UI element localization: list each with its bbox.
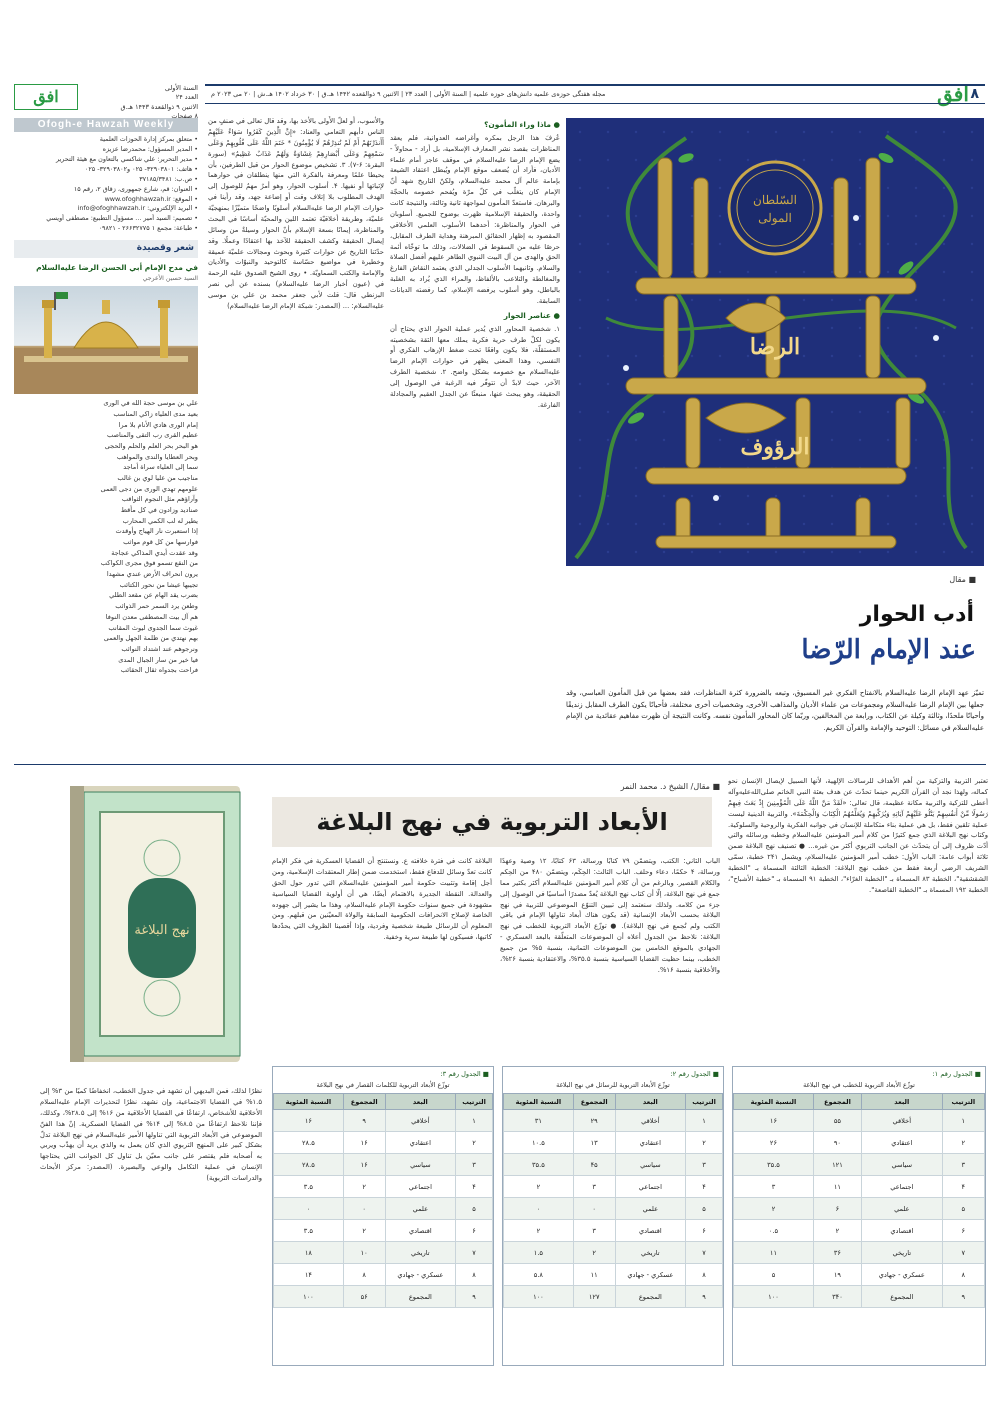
bottom-column-d bbox=[40, 1086, 262, 1386]
staff-line: • المدير المسؤول: محمدرضا عزيزه bbox=[102, 144, 198, 153]
staff-line: • طباعة: مجمع ۱ ۲۶۶۳۲۷۷۵ - ۰۹۸۲۱ bbox=[98, 224, 198, 233]
data-table bbox=[503, 1093, 723, 1308]
table-row bbox=[274, 1242, 493, 1264]
bottom-column-a bbox=[728, 776, 988, 1062]
table-header-cell: البعد bbox=[861, 1094, 942, 1110]
table-cell: ۲ bbox=[686, 1132, 723, 1154]
table-row bbox=[504, 1176, 723, 1198]
table-cell: ۳ bbox=[573, 1220, 615, 1242]
poem-line: هم آل بيت المصطفى معدن النوفا bbox=[105, 612, 198, 621]
table-cell: ۳ bbox=[456, 1154, 493, 1176]
table-cell: اعتقادي bbox=[615, 1132, 685, 1154]
table-header-cell: الترتيب bbox=[686, 1094, 723, 1110]
table-row bbox=[504, 1286, 723, 1308]
table-cell: اعتقادي bbox=[861, 1132, 942, 1154]
table-cell: ۱۶ bbox=[343, 1132, 385, 1154]
issue-info bbox=[121, 84, 198, 122]
table-cell: اعتقادي bbox=[385, 1132, 455, 1154]
poem-line: فوارسها من كل قوم مواثب bbox=[123, 538, 198, 547]
column-1-subheading: ● عناصر الحوار bbox=[503, 310, 560, 320]
table-cell: ۳۱ bbox=[504, 1110, 574, 1132]
table-cell: ۶ bbox=[686, 1220, 723, 1242]
table-row bbox=[734, 1154, 985, 1176]
table-cell: ۲۹ bbox=[573, 1110, 615, 1132]
table-row bbox=[504, 1264, 723, 1286]
table-cell: ۱ bbox=[942, 1110, 984, 1132]
table-cell: ۱۲۷ bbox=[573, 1286, 615, 1308]
table-cell: ۵ bbox=[686, 1198, 723, 1220]
table-row bbox=[504, 1132, 723, 1154]
masthead-logo: افق bbox=[937, 82, 969, 106]
table-row bbox=[734, 1132, 985, 1154]
top-article-kicker: ■ مقال bbox=[949, 575, 976, 584]
table-cell: ۳۵.۵ bbox=[504, 1154, 574, 1176]
staff-line: • تصميم: السيد أمير ... مسؤول التطبيع: مصطفى أويسي bbox=[46, 214, 198, 223]
table-row bbox=[734, 1286, 985, 1308]
poem-line: إذا استعبرت نار الهياج وأوقدت bbox=[115, 527, 198, 536]
column-1-text: عُرفَ هذا الرجل بمكره وأغراضه العدوانية، فلم يعقد المناظرات بقصد نشر المعارف الإسلامية، بل أراد - محاولاً - يضع الإمام الرضا عليه‌السلام في موقف عاجز أمام علماء الأديان، فأراد أن يُضعف موقع الإمام ويُبطل اعتقاد الشيعة بإمامة عالم آل محمد عليه‌السلام، ولكنّ التاريخ شهد أنّ الإمام كان يتغلّب في كلّ مرّة ويُفحم خصومه بالحجّة والبرهان. فاستعدّ المأمون لمواجهة ثانية وثالثة، والنتيجة كانت واحدة، والحقيقة الإسلامية ظهرت بوضوح للجميع. أسلوبان في الحوار والمناظرة: أحدهما الأسلوب العلمي الأخلاقي المقصود به إظهار الحقائق المبرهنة وهداية الطرف المقابل، حرصًا عليه من السقوط في الضلالات، وذلك ما توخّاه أئمة الحق والهدى من آل البيت النبوي الطاهر عليهم أفضل الصلاة والسلام. وثانيهما الأسلوب الجدلي الذي يعتمد النقاش الفارغ والمغالطة والتلاعب بالألفاظ، والمراء الذي يُراد به الغلبة بالباطل، وهو أسلوب يرفضه الإسلام، كما رفضته الديانات السابقة. bbox=[390, 133, 560, 305]
art-word-1: السّلطان bbox=[753, 193, 797, 207]
table-row bbox=[734, 1264, 985, 1286]
table-1 bbox=[732, 1066, 986, 1366]
table-cell: اقتصادي bbox=[861, 1220, 942, 1242]
table-cell: اجتماعي bbox=[861, 1176, 942, 1198]
table-cell: ۲۸.۵ bbox=[274, 1154, 344, 1176]
poem-line: عظيم القرى رب التقى والمناصب bbox=[106, 431, 198, 440]
table-cell: عسكري - جهادي bbox=[615, 1264, 685, 1286]
poem-section-heading: شعر وقصيدة bbox=[14, 240, 198, 258]
table-cell: ۶ bbox=[456, 1220, 493, 1242]
table-row bbox=[734, 1242, 985, 1264]
table-cell: ۳ bbox=[573, 1176, 615, 1198]
calligraphy-artwork bbox=[566, 118, 984, 566]
table-cell: ۱۶ bbox=[343, 1154, 385, 1176]
art-word-3: الرضا bbox=[749, 334, 801, 360]
table-cell: ۳ bbox=[942, 1154, 984, 1176]
table-cell: أخلاقي bbox=[615, 1110, 685, 1132]
poem-line: بعيد مدى العلياء زاكي المناسب bbox=[113, 410, 198, 419]
table-cell: ۷ bbox=[686, 1242, 723, 1264]
table-cell: تاريخي bbox=[615, 1242, 685, 1264]
art-word-4: الرؤوف bbox=[740, 434, 810, 460]
poem-line: هو البحر بحر العلم والحلم والحجى bbox=[104, 442, 198, 451]
table-header-cell: النسبة المئوية bbox=[504, 1094, 574, 1110]
table-cell: ۱۱ bbox=[734, 1242, 814, 1264]
table-subtitle: توزّع الأبعاد التربوية للرسائل في نهج البلاغة bbox=[556, 1081, 670, 1090]
table-cell: ۳ bbox=[734, 1176, 814, 1198]
issue-date: الاثنين ۹ ذوالقعدة ۱۴۴۳ هـ.ق bbox=[120, 102, 198, 111]
table-cell: المجموع bbox=[385, 1286, 455, 1308]
table-cell: ۲۸.۵ bbox=[274, 1132, 344, 1154]
staff-list bbox=[14, 135, 198, 234]
poem-line: وطعن يرد السمر حمر الذوائب bbox=[115, 602, 198, 611]
poem-line: وقد عقدت أيدي المذاكي عجاجة bbox=[111, 548, 198, 557]
table-cell: أخلاقي bbox=[385, 1110, 455, 1132]
calligraphy-svg bbox=[566, 118, 984, 566]
table-row bbox=[274, 1154, 493, 1176]
poem-line: وآراؤهم مثل النجوم الثواقب bbox=[121, 495, 198, 504]
table-cell: ۱۰.۵ bbox=[504, 1132, 574, 1154]
poem-line: مناجيب من عليا لوي بن غالب bbox=[117, 474, 198, 483]
table-cell: ۳۵.۵ bbox=[734, 1154, 814, 1176]
table-cell: ۱۶ bbox=[734, 1110, 814, 1132]
art-word-2: المولى bbox=[758, 211, 792, 225]
table-cell: ۶ bbox=[813, 1198, 861, 1220]
table-cell: ۹ bbox=[686, 1286, 723, 1308]
page-number: ۸ bbox=[970, 85, 979, 102]
issue-year: السنة الأولی bbox=[164, 84, 198, 92]
table-cell: ۱۹ bbox=[813, 1264, 861, 1286]
table-cell: ۹ bbox=[942, 1286, 984, 1308]
book-cover-image bbox=[40, 778, 258, 1078]
table-cell: ۲ bbox=[343, 1220, 385, 1242]
table-cell: ۱ bbox=[456, 1110, 493, 1132]
table-header-cell: المجموع bbox=[573, 1094, 615, 1110]
table-cell: ۴ bbox=[456, 1176, 493, 1198]
table-row bbox=[274, 1286, 493, 1308]
poem-line: وبحر العطايا والندى والمواهب bbox=[116, 452, 198, 461]
table-cell: أخلاقي bbox=[861, 1110, 942, 1132]
table-cell: ۲۶ bbox=[734, 1132, 814, 1154]
table-cell: اقتصادي bbox=[615, 1220, 685, 1242]
staff-line: • هاتف: ۳۲۹۰۳۸۰۱- ۰۲۵ و۳۲۹۰۳۸۰۲- ۰۲۵ bbox=[84, 164, 198, 173]
table-cell: تاريخي bbox=[861, 1242, 942, 1264]
table-cell: ۱۸ bbox=[274, 1242, 344, 1264]
poem-verses bbox=[14, 398, 198, 675]
bottom-column-a-text: تعتبر التربية والتزكية من أهم الأهداف للرسالات الإلهية، لأنها السبيل لإيصال الإنسان نحو كماله، ولهذا نجد أن القرآن الكريم حينما تحدّث عن هدف بعثة النبي الخاتم صلى‌الله‌عليه‌وآله أعطى للتزكية والتربية مكانة عظيمة، قال تعالى: «لَقَدْ مَنَّ اللَّهُ عَلَى الْمُؤْمِنِينَ إِذْ بَعَثَ فِيهِمْ رَسُولًا مِّنْ أَنفُسِهِمْ يَتْلُو عَلَيْهِمْ آيَاتِهِ وَيُزَكِّيهِمْ وَيُعَلِّمُهُمُ الْكِتَابَ وَالْحِكْمَةَ». والتربية الدينية ليست عملية تلقين فقط، بل هي عملية بناء متكاملة للإنسان في جوانبه الفكرية والروحية والسلوكية. وكتاب نهج البلاغة الذي جمع كثيرًا من كلام أمير المؤمنين عليه‌السلام وخطبه ورسائله والتي أدّت ظروف إلى أن يتحدّث عن الجانب التربوي أكثر من غيره... ● تصنيف نهج البلاغة ضمن ثلاثة أبواب عامة: الباب الأول: خطب أمير المؤمنين عليه‌السلام، ويشمل ۲۴۱ خطبة، سمّى الشريف الرضي أربعة فقط من خطب نهج البلاغة: الخطبة الثالثة المسماة بـ "الخطبة الشقشقية"، الخطبة ۸۳ المسماة بـ "الخطبة الغرّاء"، الخطبة ۹۱ المسماة بـ "خطبة الأشباح"، الخطبة ۱۹۲ المسماة بـ "الخطبة القاصعة". bbox=[728, 777, 988, 894]
table-cell: ۸ bbox=[343, 1264, 385, 1286]
top-article-column-1 bbox=[390, 116, 560, 756]
table-cell: المجموع bbox=[861, 1286, 942, 1308]
poem-line: علي بن موسى حجة الله في الورى bbox=[103, 399, 198, 408]
table-cell: ۱.۵ bbox=[504, 1242, 574, 1264]
table-cell: علمي bbox=[385, 1198, 455, 1220]
poem-line: يرون انحراف الأرض عندي مشهدا bbox=[106, 570, 198, 579]
table-cell: ۶ bbox=[942, 1220, 984, 1242]
table-cell: ۲ bbox=[573, 1242, 615, 1264]
table-cell: علمي bbox=[861, 1198, 942, 1220]
staff-line: • العنوان: قم، شارع جمهوری، زقاق ۲، رقم ۱۵ bbox=[73, 184, 198, 193]
poem-line: فيا خير من سار الجبال المدى bbox=[118, 655, 198, 664]
table-cell: ۰ bbox=[573, 1198, 615, 1220]
table-cell: ۳ bbox=[686, 1154, 723, 1176]
table-cell: ۳.۵ bbox=[274, 1220, 344, 1242]
table-cell: عسكري - جهادي bbox=[385, 1264, 455, 1286]
table-cell: سياسي bbox=[861, 1154, 942, 1176]
table-header-cell: البعد bbox=[385, 1094, 455, 1110]
table-cell: ۲ bbox=[343, 1176, 385, 1198]
table-cell: ۴۵ bbox=[573, 1154, 615, 1176]
table-row bbox=[274, 1220, 493, 1242]
table-cell: ۱۴ bbox=[274, 1264, 344, 1286]
masthead-info: مجله هفتگی حوزه‌ی علمیه دانش‌های حوزه علمیه | السنة الأولى | العدد ۲۳ | الاثنين ۹ ذوالقعده ۱۴۴۲ هـ.ق | ۳۰ خرداد ۱۴۰۲ هـ.ش | ۲۰ می ۲۰۲۳ م bbox=[211, 90, 606, 99]
table-cell: ۰ bbox=[504, 1198, 574, 1220]
bottom-column-d-text: نظرًا لذلك، فمن البديهي أن تشهد في جدول الخطب، انخفاضًا كميًا من ۳% إلى ۱.۵% في القضايا الاجتماعية، وإن نشهد، نظرًا لتحذيرات الإمام عليه‌السلام الأخلاقية للأشخاص، ارتفاعًا في القضايا الأخلاقية من ۱۶% إلى ۲۸.۵%، وكذلك، فإننا نلاحظ ارتفاعًا من ۸.۵% إلى ۱۴% في القضايا العسكرية. إنّ هذا الفنّ الموضوعي في الأبعاد التربوية التي تناولها الأمير عليه‌السلام في نهج البلاغة تدلّ بشكل كبير على المنهج التربوي الذي كان يعمل به والذي يريد أن يهذّب ويربي به أصحابه فلم يقتصر على جانب معيّن بل تناول كل الجوانب التي يحتاجها الإنسان في عملية التكامل والوعي والبصيرة. (المصدر: مركز الأبحاث والدراسات التربوية) bbox=[40, 1087, 262, 1182]
poem-title: في مدح الإمام أبي الحسن الرضا عليه‌السلام bbox=[36, 263, 198, 273]
table-cell: ۹ bbox=[456, 1286, 493, 1308]
table-cell: ۱۱ bbox=[573, 1264, 615, 1286]
table-caption: ■ الجدول رقم ۳: bbox=[440, 1070, 489, 1078]
table-cell: ۱ bbox=[686, 1110, 723, 1132]
staff-line: • الموقع: www.ofoghhawzah.ir bbox=[104, 194, 198, 203]
column-1-text-2: ۱. شخصية المحاور الذي يُدير عملية الحوار الذي يحتاج أن يكون لكلّ طرف حرية فكرية يملك معها الثقة بشخصيته المستقلّة، فلا يكون واقعًا تحت ضغط الإرهاب الفكري أو النفسي، وهذا المعنى يظهر في حوارات الإمام الرضا عليه‌السلام مع خصومه بشكل واضح. ۲. شخصية الطرف الآخر، حيث لابدّ أن تتوفّر فيه الرغبة في الوصول إلى الحقيقة، وهو يبحث عنها، منبعثًا عن الجدل العقيم والمجادلة الفارغة. bbox=[390, 324, 560, 409]
column-1-heading: ● ماذا وراء المأمون؟ bbox=[484, 120, 560, 129]
table-caption: ■ الجدول رقم ۲: bbox=[670, 1070, 719, 1078]
table-cell: ۵ bbox=[734, 1264, 814, 1286]
table-cell: ۱۱ bbox=[813, 1176, 861, 1198]
poem-line: علومهم تهدي الورى من دجى العمى bbox=[100, 484, 198, 493]
table-header-cell: المجموع bbox=[343, 1094, 385, 1110]
table-cell: ۸ bbox=[456, 1264, 493, 1286]
poem-line: بهم نهتدي من ظلمة الجهل والعمى bbox=[103, 634, 198, 643]
column-2-text: والأسوب، أو لعلّ الأَولى بالأخذ بها، وقد قال تعالى في صنفٍ من الناس دأبهم التعامي والعناد: «إِنَّ الَّذِينَ كَفَرُوا سَوَاءٌ عَلَيْهِمْ أَأَنذَرْتَهُمْ أَمْ لَمْ تُنذِرْهُمْ لَا يُؤْمِنُونَ * خَتَمَ اللَّهُ عَلَى قُلُوبِهِمْ وَعَلَى سَمْعِهِمْ وَعَلَى أَبْصَارِهِمْ غِشَاوَةٌ وَلَهُمْ عَذَابٌ عَظِيمٌ» (سورة البقرة: ۶-۷). ۳. تشخيص موضوع الحوار من قبل الطرفين، بأن يحيطا علمًا ومعرفة بالفكرة التي منها ينطلقان في حوارهما لإثباتها أو نفيها. ۴. أسلوب الحوار، وهو أمرٌ مهمٌ للوصول إلى الهدف المطلوب بلا إتلاف وقت أو إضاعة جهد، وقد رأينا في حوارات الإمام الرضا عليه‌السلام أسلوبًا واضحًا متميّزًا بمنهجيّة علميّة، وطريقة أخلاقيّة تعتمد اللين والمحبّة أساسًا في البحث والمناظرة، إيمانًا بسعة الإسلام بأنّ الحوار وسيلةٌ من وسائل إيصال الحقيقة وكشف الحقيقة للآخذ بها اعتقادًا وعملًا. وقد حدّثنا التاريخ عن حوارات كثيرة وبحوث ومجالات علميّة عميقة وخطيرة في مواضيع حسّاسة كالتوحيد والنبوّات والأديان والإمامة والكتب السماويّة. • روى الشيخ الصدوق عليه الرحمة في (عيون أخبار الرضا عليه‌السلام) بسنده عن أبي نصر البزنطي قال: قلت لأبي جعفر محمد بن علي بن موسى عليه‌السلام: ... (المصدر: شبكة الإمام الرضا عليه‌السلام) bbox=[208, 117, 384, 310]
poem-line: صناديد وزادون في كل مأقط bbox=[120, 506, 198, 515]
table-cell: ۵ bbox=[942, 1198, 984, 1220]
poem-author: السيد حسين الأعرجي bbox=[142, 274, 198, 282]
issue-pages: ۸ صفحات bbox=[171, 112, 198, 121]
table-cell: ۲ bbox=[456, 1132, 493, 1154]
bottom-column-c bbox=[272, 856, 492, 1062]
table-cell: ۵۵ bbox=[813, 1110, 861, 1132]
table-cell: ۰.۵ bbox=[734, 1220, 814, 1242]
table-cell: ۰ bbox=[274, 1198, 344, 1220]
top-article-lead: تميّز عهد الإمام الرضا عليه‌السلام بالانفتاح الفكري غير المسبوق، وتبعه بالضرورة كثرة المناظرات، فقد بعضها من قبل المأمون العباسي، وقد جعلها بين الإمام الرضا عليه‌السلام ومجموعات من علماء الأديان والمذاهب الأخرى، وشخصيات أخرى مختلفة، فأحيانًا يكون الطرف المقابل زنديقًا وأحيانًا ملحدًا، وثالثة وكيلة عن الكتاب، ورابعة من المخالفين، وربّما كان المحاور المأمون نفسه. وكانت النتيجة أن ظهرت مفاهيم عقائدية من الإمام عليه‌السلام في مسائل: التوحيد والإمامة والقرآن الكريم. bbox=[566, 689, 984, 732]
table-header-cell: المجموع bbox=[813, 1094, 861, 1110]
table-cell: ۹ bbox=[343, 1110, 385, 1132]
table-cell: ۵۶ bbox=[343, 1286, 385, 1308]
table-cell: اجتماعي bbox=[615, 1176, 685, 1198]
table-row bbox=[734, 1110, 985, 1132]
staff-line: • مدير التحرير: علي شاكسي بالتعاون مع هيئة التحرير bbox=[56, 154, 198, 163]
table-header-cell: البعد bbox=[615, 1094, 685, 1110]
table-cell: ۸ bbox=[942, 1264, 984, 1286]
table-cell: ۱۰۰ bbox=[734, 1286, 814, 1308]
poem-line: بضرب يقد الهام عن مقعد الطلي bbox=[109, 591, 198, 600]
table-row bbox=[274, 1176, 493, 1198]
staff-line: • البريد الإلكتروني: info@ofoghhawzah.ir bbox=[77, 204, 198, 213]
table-cell: المجموع bbox=[615, 1286, 685, 1308]
table-cell: ۷ bbox=[942, 1242, 984, 1264]
table-cell: علمي bbox=[615, 1198, 685, 1220]
table-3 bbox=[272, 1066, 494, 1366]
table-row bbox=[504, 1220, 723, 1242]
table-cell: اجتماعي bbox=[385, 1176, 455, 1198]
table-cell: ۴ bbox=[686, 1176, 723, 1198]
table-subtitle: توزّع الأبعاد التربوية للخطب في نهج البلاغة bbox=[803, 1081, 915, 1090]
table-cell: اقتصادي bbox=[385, 1220, 455, 1242]
staff-line: • متعلق بمركز إدارة الحوزات العلمية bbox=[99, 135, 198, 143]
poem-line: من النقع تسمو فوق مجرى الكواكب bbox=[100, 559, 198, 568]
table-2 bbox=[502, 1066, 724, 1366]
table-cell: ۲ bbox=[504, 1176, 574, 1198]
poem-line: إمام الورى هادي الأنام بلا مرا bbox=[118, 420, 198, 429]
table-cell: ۱۰۰ bbox=[504, 1286, 574, 1308]
table-cell: ۲ bbox=[813, 1220, 861, 1242]
table-cell: ۰ bbox=[343, 1198, 385, 1220]
table-row bbox=[504, 1154, 723, 1176]
sidebar-brand: Ofogh-e Hawzah Weekly bbox=[14, 118, 198, 132]
bottom-article-kicker: ■ مقال/ الشيخ د. محمد النمر bbox=[620, 782, 720, 791]
section-divider bbox=[14, 764, 986, 765]
table-subtitle: توزّع الأبعاد التربوية للكلمات القصار في نهج البلاغة bbox=[316, 1081, 450, 1090]
table-header-cell: الترتيب bbox=[456, 1094, 493, 1110]
sidebar-logo: افق bbox=[14, 84, 78, 110]
table-cell: ۳۴۰ bbox=[813, 1286, 861, 1308]
table-cell: ۱۰۰ bbox=[274, 1286, 344, 1308]
bottom-column-c-text: البلاغة كانت في فترة خلافته ع. ونستنتج أن القضايا العسكرية في فكر الإمام كانت تعدّ وسائل للدفاع فقط، استخدمت ضمن إطار المعتقدات الإسلامية، ومن أجل إقامة وتثبيت حكومة أمير المؤمنين عليه‌السلام التي تدور حول الحق والعدالة. النقطة الجديرة بالاهتمام أيضًا، هي أن أولوية القضايا السياسية مشهودة في جميع سنوات حكومة الإمام عليه‌السلام، وهذا ما يشير إلى جهوده الخاصة لإصلاح الانحرافات الحكومية السابقة والولاة المعيّنين من قبلهم. ومن المعلوم أن للرسائل طبيعة شخصية وفردية، وإذا أقصينا الظروف التي يحدّدها كاتبها، فسيكون لها طبيعة سرية وخفية. bbox=[272, 857, 492, 942]
table-cell: سياسي bbox=[615, 1154, 685, 1176]
table-cell: ۵.۸ bbox=[504, 1264, 574, 1286]
table-cell: ۱۳ bbox=[573, 1132, 615, 1154]
top-article-column-2 bbox=[208, 116, 384, 756]
table-header-cell: النسبة المئوية bbox=[734, 1094, 814, 1110]
table-cell: ۷ bbox=[456, 1242, 493, 1264]
book-title: نهج البلاغة bbox=[134, 923, 190, 938]
table-row bbox=[734, 1220, 985, 1242]
table-row bbox=[734, 1198, 985, 1220]
table-caption: ■ الجدول رقم ۱: bbox=[932, 1070, 981, 1078]
top-article-title-line1: أدب الحوار bbox=[859, 602, 974, 627]
top-article-title-line2: عند الإمام الرّضا bbox=[801, 635, 976, 665]
table-row bbox=[274, 1110, 493, 1132]
poem-line: تجيبها عيشا من نحور الكتائب bbox=[119, 580, 198, 589]
table-cell: ۹۰ bbox=[813, 1132, 861, 1154]
table-cell: ۲ bbox=[942, 1132, 984, 1154]
poem-line: ونرجوهم عند اشتداد النوائب bbox=[121, 644, 198, 653]
table-header-cell: الترتيب bbox=[942, 1094, 984, 1110]
table-cell: ۱۲۱ bbox=[813, 1154, 861, 1176]
table-cell: ۴ bbox=[942, 1176, 984, 1198]
table-cell: ۲ bbox=[504, 1220, 574, 1242]
table-row bbox=[504, 1198, 723, 1220]
table-cell: ۸ bbox=[686, 1264, 723, 1286]
data-table bbox=[273, 1093, 493, 1308]
sidebar bbox=[14, 84, 198, 750]
table-cell: ۱۰ bbox=[343, 1242, 385, 1264]
table-cell: عسكري - جهادي bbox=[861, 1264, 942, 1286]
table-cell: ۳۶ bbox=[813, 1242, 861, 1264]
table-cell: ۳.۵ bbox=[274, 1176, 344, 1198]
table-cell: ۱۶ bbox=[274, 1110, 344, 1132]
masthead-bar bbox=[205, 84, 985, 104]
bottom-column-b-text: الباب الثاني: الكتب، ويتضمّن ۷۹ كتابًا ورسالة، ۶۳ كتابًا، ۱۲ وصية وعهدًا ورسالة، ۴ حكمًا، دعاء وحلف. الباب الثالث: الحِكَم، ويتضمّن ۴۸۰ من الحِكم والكلام القصير. وبالرغم من أن كلام أمير المؤمنين عليه‌السلام أكثر بكثير مما جمع في نهج البلاغة، إلّا أن كتاب نهج البلاغة يُعدّ مصدرًا أساسيًا في الوصول إلى جزء من كلامه. ولذلك سنعتمد إلى تبيين التنوّع الموضوعي للتربية في نهج البلاغة بحسب الأبعاد الإنسانية (قد يكون هناك أبعاد تناولها الإمام في باقي الكتب ولم تُجمع في نهج البلاغة). ● توزّع الأبعاد التربوية للخطب في نهج البلاغة: نلاحظ من الجدول أعلاه أن الموضوعات المتعلّقة بالبعد العسكري - الجهادي بالموقع الخامس بين الموضوعات الثمانية، بنسبة ۵% من جميع الخطب، بينما حظيت القضايا السياسية بنسبة ۳۵.۵%، والاعتقادية بنسبة ۲۶%، والأخلاقية بنسبة ۱۶%. bbox=[500, 857, 720, 974]
table-row bbox=[734, 1176, 985, 1198]
table-row bbox=[504, 1242, 723, 1264]
poem-line: غيوث سما الجدوى ليوث المقانب bbox=[108, 623, 198, 632]
table-row bbox=[274, 1198, 493, 1220]
sidebar-header bbox=[14, 84, 198, 121]
table-cell: ۲ bbox=[734, 1198, 814, 1220]
table-row bbox=[504, 1110, 723, 1132]
table-cell: تاريخي bbox=[385, 1242, 455, 1264]
poem-line: يطير له لب الكمي المحارب bbox=[122, 516, 198, 525]
table-cell: ۵ bbox=[456, 1198, 493, 1220]
bottom-column-b bbox=[500, 856, 720, 1062]
table-row bbox=[274, 1264, 493, 1286]
poem-line: فراحت بجدواه ثقال الحقائب bbox=[120, 666, 198, 675]
table-header-cell: النسبة المئوية bbox=[274, 1094, 344, 1110]
bottom-article-title: الأبعاد التربوية في نهج البلاغة bbox=[272, 797, 712, 847]
issue-number: العدد ۲۴ bbox=[175, 93, 198, 102]
data-table bbox=[733, 1093, 985, 1308]
staff-line: • ص.ب: ۳۷۱۸۵/۳۴۸۱ bbox=[139, 174, 198, 183]
table-cell: سياسي bbox=[385, 1154, 455, 1176]
shrine-photo bbox=[14, 286, 198, 394]
table-row bbox=[274, 1132, 493, 1154]
poem-line: سما إلى العلياء سراة أماجد bbox=[123, 463, 198, 472]
